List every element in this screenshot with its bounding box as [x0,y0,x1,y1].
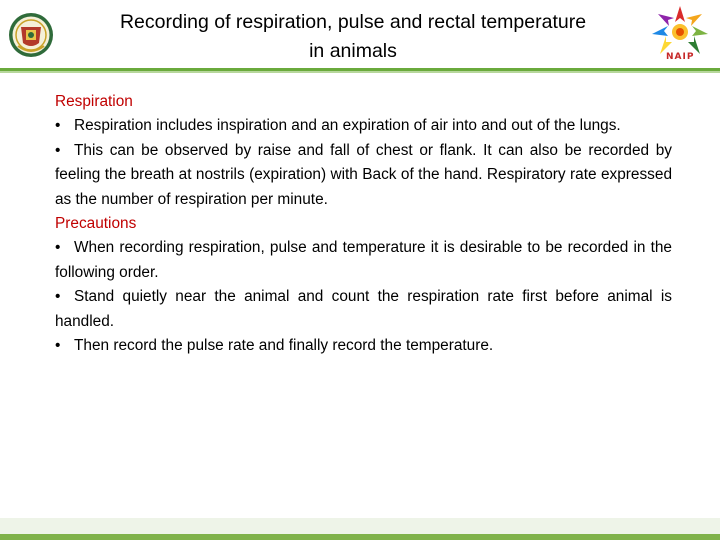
footer-bar [0,518,720,540]
naip-logo [650,4,710,68]
bullet-item [55,139,672,212]
section-heading-respiration: Respiration [55,93,133,110]
bullet-marker: • [55,117,61,135]
bullet-item [55,114,672,138]
header-divider [0,68,720,73]
section-heading-precautions: Precautions [55,215,137,233]
bullet-item [55,285,672,334]
bullet-text: This can be observed by raise and fall of chest or flank. It can also be recorded by feeling the breath at nostrils (expiration) with Back of the hand. Respiratory rate expressed as the number of respiration per minute. [55,141,672,208]
title-line-1: Recording of respiration, pulse and rectal temperature [119,11,587,33]
bullet-text: When recording respiration, pulse and temperature it is desirable to be recorded in the following order. [55,239,672,281]
naip-logo-text: NAIP [666,52,695,62]
bullet-marker: • [55,288,61,306]
bullet-text: Respiration includes inspiration and an expiration of air into and out of the lungs. [74,117,621,135]
bullet-text: Stand quietly near the animal and count the respiration rate first before animal is handled. [55,288,672,330]
bullet-item [55,334,672,358]
bullet-text: Then record the pulse rate and finally record the temperature. [74,337,494,355]
slide-header [0,0,720,70]
slide-title [70,8,636,66]
university-emblem-icon [8,12,54,58]
bullet-marker: • [55,239,61,257]
bullet-marker: • [55,337,61,355]
bullet-item [55,236,672,285]
bullet-marker: • [55,141,61,159]
title-line-2: in animals [309,40,397,62]
slide-body [55,90,672,358]
